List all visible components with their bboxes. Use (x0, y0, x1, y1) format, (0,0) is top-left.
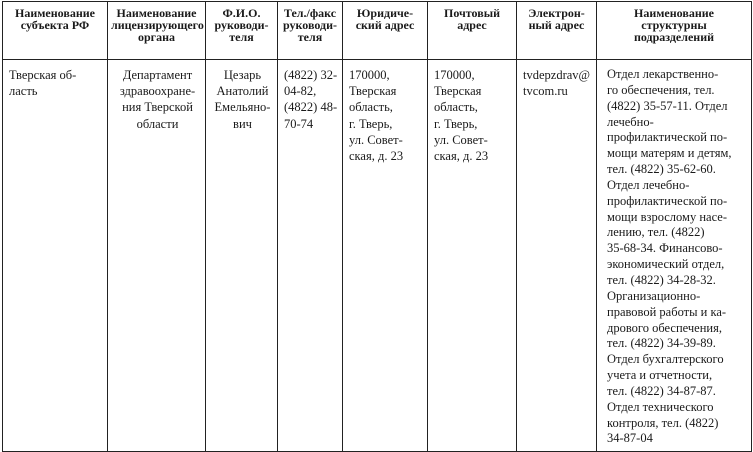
header-subject: Наименование субъекта РФ (3, 2, 108, 60)
header-phone: Тел./факс руководи- теля (278, 2, 343, 60)
cell-fio: Цезарь Анатолий Емельяно- вич (206, 60, 278, 452)
header-legal-address: Юридиче- ский адрес (343, 2, 428, 60)
header-structure: Наименование структурны подразделений (597, 2, 752, 60)
cell-phone: (4822) 32- 04-82, (4822) 48- 70-74 (278, 60, 343, 452)
cell-email: tvdepzdrav@ tvcom.ru (517, 60, 597, 452)
header-email: Электрон- ный адрес (517, 2, 597, 60)
cell-legal-address: 170000, Тверская область, г. Тверь, ул. Совет- ская, д. 23 (343, 60, 428, 452)
header-postal-address: Почтовый адрес (428, 2, 517, 60)
header-organ: Наименование лицензирующего органа (108, 2, 206, 60)
table-row (3, 60, 752, 452)
cell-postal-address: 170000, Тверская область, г. Тверь, ул. Совет- ская, д. 23 (428, 60, 517, 452)
cell-structure: Отдел лекарственно- го обеспечения, тел. (4822) 35-57-11. Отдел лечебно- профилактической по- мощи матерям и детям, тел. (4822) 35-62-60. Отдел лечебно- профилактической по- мощи взрослому насе- лению, тел. (4822) 35-68-34. Финансово- экономический отдел, тел. (4822) 34-28-32. Организационно- правовой работы и ка- дрового обеспечения, тел. (4822) 34-39-89. Отдел бухгалтерского учета и отчетности, тел. (4822) 34-87-87. Отдел технического контроля, тел. (4822) 34-87-04 (597, 60, 752, 452)
header-fio: Ф.И.О. руководи- теля (206, 2, 278, 60)
cell-organ: Департамент здравоохране- ния Тверской области (108, 60, 206, 452)
cell-subject: Тверская об- ласть (3, 60, 108, 452)
licensing-organs-table (2, 1, 752, 452)
header-row (3, 2, 752, 60)
